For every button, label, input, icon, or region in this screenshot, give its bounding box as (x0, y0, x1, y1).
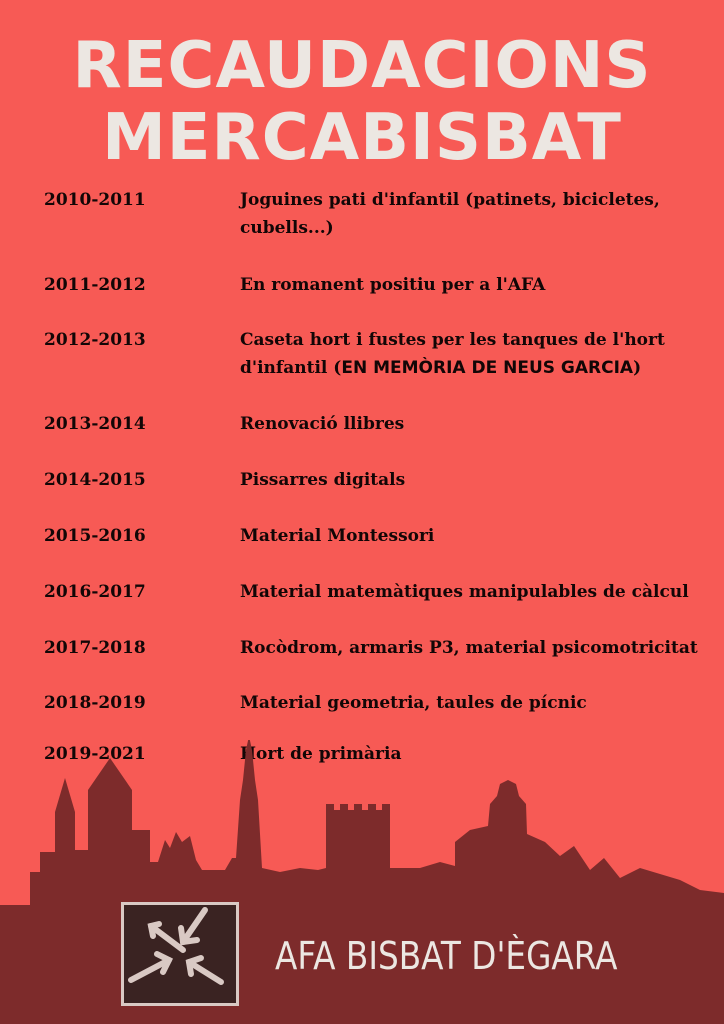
year-label: 2013-2014 (44, 414, 146, 434)
entry-description: Material Montessori (240, 526, 435, 546)
year-label: 2016-2017 (44, 582, 146, 602)
entry-description: Pissarres digitals (240, 470, 406, 490)
year-label: 2010-2011 (44, 190, 146, 210)
city-skyline-silhouette (0, 740, 724, 1024)
entry-description: Material geometria, taules de pícnic (240, 693, 587, 713)
entry-description: Material matemàtiques manipulables de càlcul (240, 582, 689, 602)
entry-description: En romanent positiu per a l'AFA (240, 275, 546, 295)
skyline-shape (0, 740, 724, 1024)
year-label: 2015-2016 (44, 526, 146, 546)
title-line-1: RECAUDACIONS (72, 29, 652, 103)
description-text: ) (633, 358, 642, 378)
entry-description (240, 326, 720, 382)
afa-logo-icon (121, 902, 239, 1006)
organization-name: AFA BISBAT D'ÈGARA (275, 934, 618, 978)
entry-description: Renovació llibres (240, 414, 405, 434)
entry-description (240, 186, 720, 242)
year-label: 2018-2019 (44, 693, 146, 713)
year-label: 2017-2018 (44, 638, 146, 658)
description-line: cubells...) (240, 218, 334, 238)
year-label: 2019-2021 (44, 744, 146, 764)
description-line: Joguines pati d'infantil (patinets, bicicletes, (240, 190, 660, 210)
title-line-2: MERCABISBAT (102, 101, 622, 175)
entry-description: Rocòdrom, armaris P3, material psicomotricitat (240, 638, 698, 658)
description-line (240, 354, 720, 382)
year-label: 2012-2013 (44, 330, 146, 350)
year-label: 2011-2012 (44, 275, 146, 295)
description-text: d'infantil ( (240, 358, 342, 378)
description-line: Caseta hort i fustes per les tanques de l'hort (240, 330, 665, 350)
year-label: 2014-2015 (44, 470, 146, 490)
memorial-highlight: EN MEMÒRIA DE NEUS GARCIA (341, 358, 634, 378)
entry-description: Hort de primària (240, 744, 402, 764)
